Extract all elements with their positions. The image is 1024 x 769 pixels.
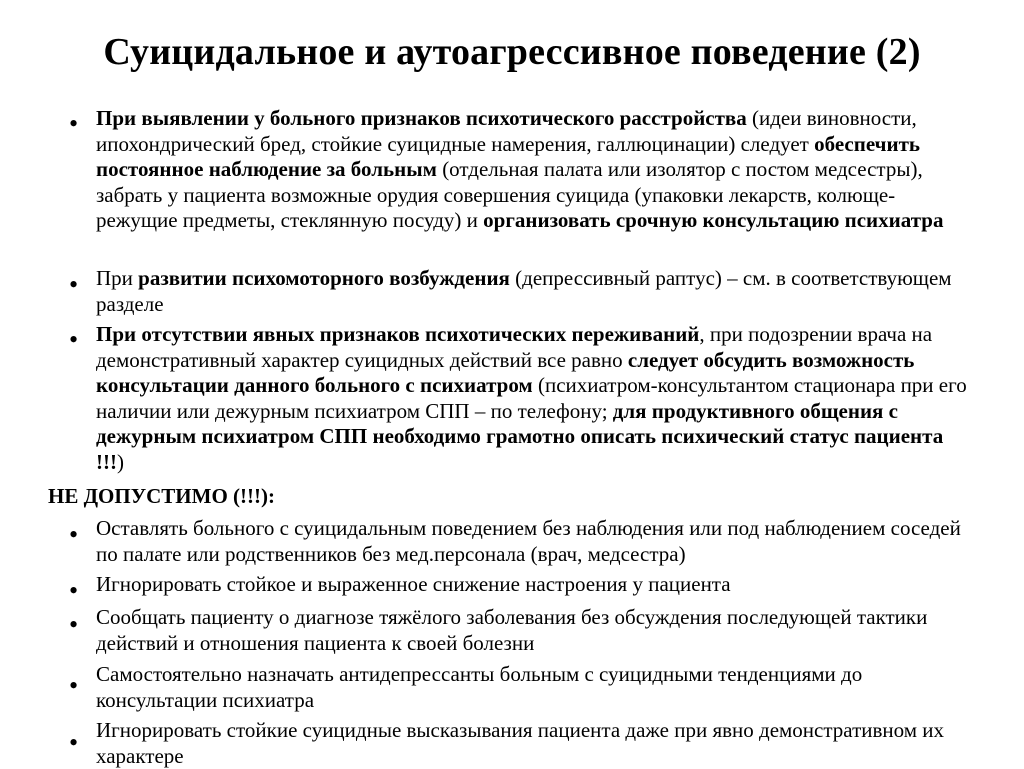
body-text: ) xyxy=(116,449,124,474)
bullet-icon xyxy=(69,736,83,750)
emphasis-text: для продуктивного общения с дежурным психиатром СПП необходимо грамотно описать психический статус пациента !!! xyxy=(96,398,944,474)
body-text: При xyxy=(96,266,139,290)
list-item: Оставлять больного с суицидальным поведением без наблюдения или под наблюдением соседей по палате или родственников без мед.персонала (врач, медсестра) xyxy=(96,516,961,566)
list-item xyxy=(96,322,976,476)
emphasis-text: обеспечить постоянное наблюдение за больным xyxy=(96,131,920,182)
forbidden-heading: НЕ ДОПУСТИМО (!!!): xyxy=(48,484,275,508)
bullet-icon xyxy=(69,679,83,693)
list-item: Игнорировать стойкое и выраженное снижение настроения у пациента xyxy=(96,572,731,596)
bullet-icon xyxy=(69,618,83,632)
bullet-icon xyxy=(69,117,83,131)
body-text: (психиатром-консультантом стационара при его наличии или дежурным психиатром СПП – по телефону; xyxy=(96,373,967,423)
slide-title: Суицидальное и аутоагрессивное поведение (2) xyxy=(103,31,921,73)
body-text: , при подозрении врача на демонстративный характер суицидных действий все равно xyxy=(96,322,933,372)
list-item: Игнорировать стойкие суицидные высказывания пациента даже при явно демонстративном их характере xyxy=(96,718,945,768)
list-item xyxy=(96,106,976,234)
emphasis-text: организовать срочную консультацию психиатра xyxy=(483,208,944,233)
list-item: Самостоятельно назначать антидепрессанты больным с суицидными тенденциями до консультации психиатра xyxy=(96,662,863,712)
body-text: (идеи виновности, ипохондрический бред, стойкие суицидные намерения, галлюцинации) следует xyxy=(96,106,917,156)
bullet-icon xyxy=(69,528,83,542)
emphasis-text: следует обсудить возможность консультации данного больного с психиатром xyxy=(96,347,915,398)
emphasis-text: При отсутствии явных признаков психотических переживаний xyxy=(96,322,700,346)
bullet-icon xyxy=(69,584,83,598)
body-text: (депрессивный раптус) – см. в соответствующем разделе xyxy=(96,266,952,316)
list-item xyxy=(96,266,976,317)
emphasis-text: развитии психомоторного возбуждения xyxy=(138,266,510,290)
list-item: Сообщать пациенту о диагнозе тяжёлого заболевания без обсуждения последующей тактики действий и отношения пациента к своей болезни xyxy=(96,605,928,655)
bullet-icon xyxy=(69,333,83,347)
body-text: (отдельная палата или изолятор с постом медсестры), забрать у пациента возможные орудия совершения суицида (упаковки лекарств, колюще-режущие предметы, стеклянную посуду) и xyxy=(96,157,923,233)
bullet-icon xyxy=(69,278,83,292)
emphasis-text: При выявлении у больного признаков психотического расстройства xyxy=(96,106,747,130)
